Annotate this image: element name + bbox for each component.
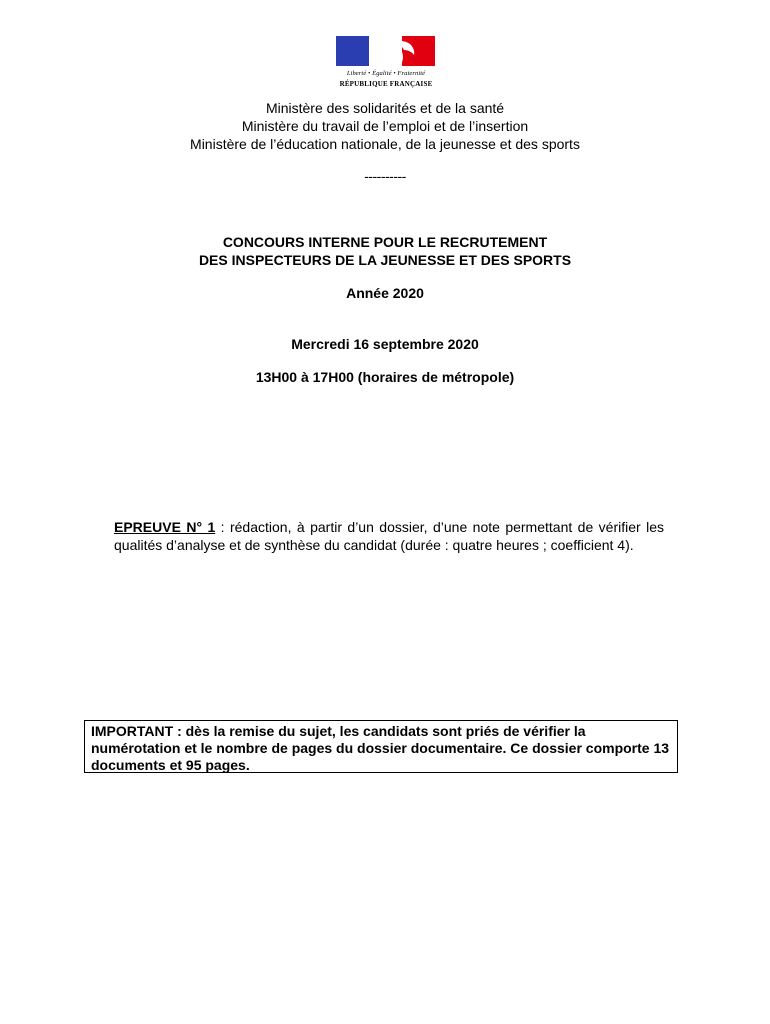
exam-title-line-1: CONCOURS INTERNE POUR LE RECRUTEMENT xyxy=(222,234,548,250)
ministries-block xyxy=(0,99,770,153)
epreuve-text: : rédaction, à partir d’un dossier, d’une note permettant de vérifier les qualités d’analyse et de synthèse du candidat (durée : quatre heures ; coefficient 4). xyxy=(114,519,664,553)
ministry-line-2: Ministère du travail de l’emploi et de l’insertion xyxy=(241,118,529,134)
ministry-line-3: Ministère de l’éducation nationale, de la jeunesse et des sports xyxy=(190,136,580,152)
exam-year: Année 2020 xyxy=(346,285,424,301)
exam-date: Mercredi 16 septembre 2020 xyxy=(291,336,479,352)
logo-motto: Liberté • Égalité • Fraternité xyxy=(346,70,426,77)
important-notice-box: IMPORTANT : dès la remise du sujet, les candidats sont priés de vérifier la numérotation et le nombre de pages du dossier documentaire. Ce dossier comporte 13 documents et 95 pages. xyxy=(84,720,678,773)
exam-title xyxy=(0,233,770,269)
logo-republic-name: RÉPUBLIQUE FRANÇAISE xyxy=(339,80,433,88)
epreuve-description xyxy=(114,518,664,554)
epreuve-label: EPREUVE N° 1 xyxy=(114,519,216,535)
ministry-line-1: Ministère des solidarités et de la santé xyxy=(265,100,505,116)
logo-blue-band xyxy=(336,36,369,66)
logo-red-band xyxy=(402,36,435,66)
exam-hours: 13H00 à 17H00 (horaires de métropole) xyxy=(255,369,515,385)
marianne-emblem-icon xyxy=(334,34,438,68)
separator: ---------- xyxy=(364,168,406,184)
exam-title-line-2: DES INSPECTEURS DE LA JEUNESSE ET DES SPORTS xyxy=(198,252,572,268)
